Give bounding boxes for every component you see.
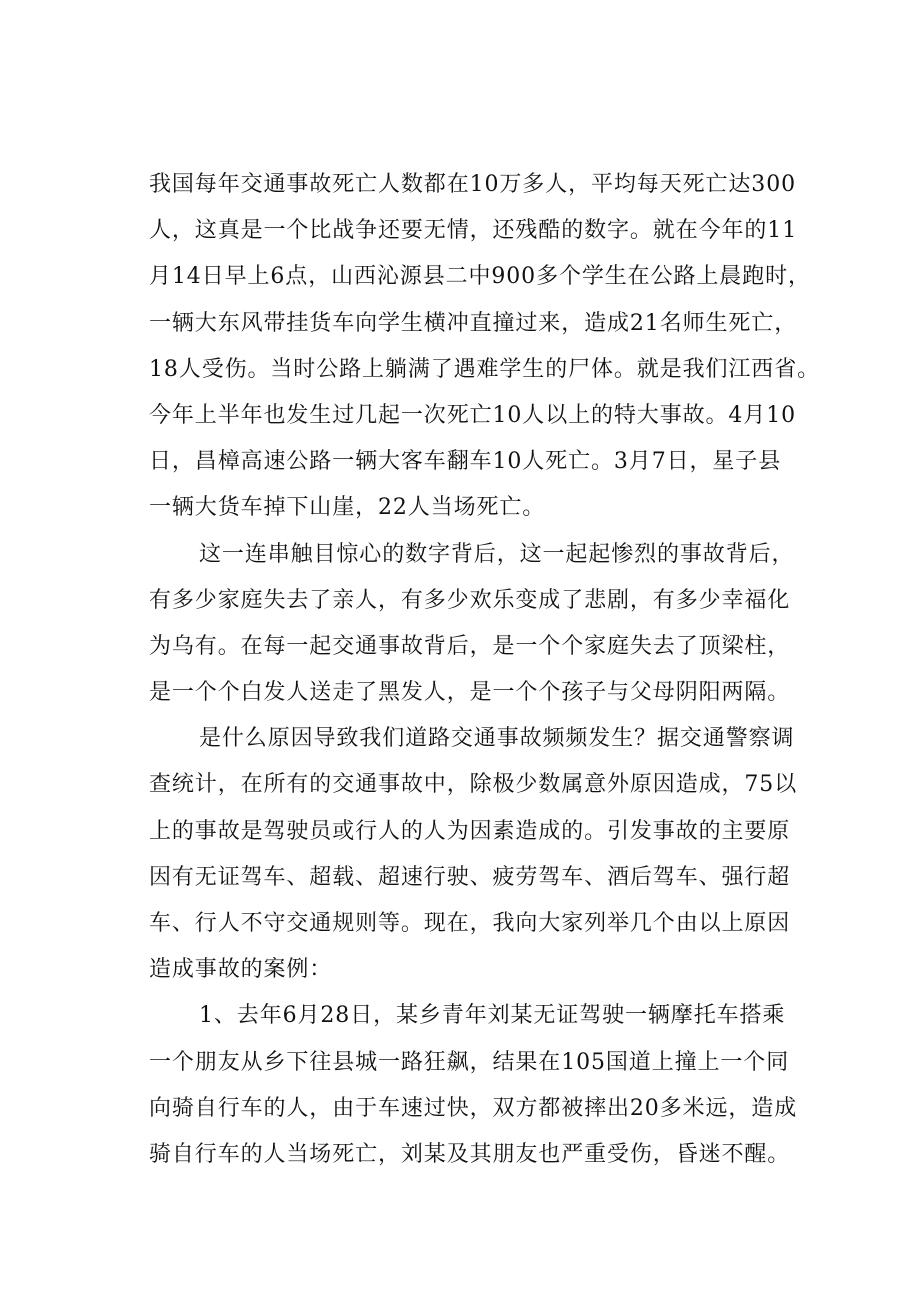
text-line: 有多少家庭失去了亲人，有多少欢乐变成了悲剧，有多少幸福化	[149, 587, 791, 613]
text-line: 一辆大货车掉下山崖，22人当场死亡。	[149, 495, 546, 521]
text-line: 日，昌樟高速公路一辆大客车翻车10人死亡。3月7日，星子县	[149, 449, 782, 475]
paragraph-start-line: 1、去年6月28日，某乡青年刘某无证驾驶一辆摩托车搭乘	[199, 1003, 786, 1029]
paragraph-start-line: 是什么原因导致我们道路交通事故频频发生？据交通警察调	[199, 726, 795, 752]
text-line: 车、行人不守交通规则等。现在，我向大家列举几个由以上原因	[149, 911, 791, 936]
text-line: 今年上半年也发生过几起一次死亡10人以上的特大事故。4月10	[149, 402, 796, 428]
paragraph-start-line: 这一连串触目惊心的数字背后，这一起起惨烈的事故背后，	[199, 541, 795, 567]
text-line: 一辆大东风带挂货车向学生横冲直撞过来，造成21名师生死亡，	[149, 310, 798, 336]
text-line: 骑自行车的人当场死亡，刘某及其朋友也严重受伤，昏迷不醒。	[149, 1141, 791, 1167]
text-line: 是一个个白发人送走了黑发人，是一个个孩子与父母阴阳两隔。	[149, 680, 791, 706]
text-line: 上的事故是驾驶员或行人的人为因素造成的。引发事故的主要原	[149, 818, 791, 844]
text-line: 一个朋友从乡下往县城一路狂飙，结果在105国道上撞上一个同	[149, 1049, 790, 1075]
text-line: 我国每年交通事故死亡人数都在10万多人，平均每天死亡达300	[149, 172, 796, 197]
text-line: 人，这真是一个比战争还要无情，还残酷的数字。就在今年的11	[149, 218, 798, 244]
text-line: 查统计，在所有的交通事故中，除极少数属意外原因造成，75以	[149, 772, 798, 798]
text-line: 向骑自行车的人，由于车速过快，双方都被摔出20多米远，造成	[149, 1095, 798, 1121]
text-line: 为乌有。在每一起交通事故背后，是一个个家庭失去了顶梁柱，	[149, 633, 791, 659]
text-line: 因有无证驾车、超载、超速行驶、疲劳驾车、酒后驾车、强行超	[149, 864, 791, 890]
text-line: 18人受伤。当时公路上躺满了遇难学生的尸体。就是我们江西省。	[149, 356, 820, 382]
text-line: 造成事故的案例：	[149, 957, 333, 983]
document-body	[149, 162, 820, 1178]
text-line: 月14日早上6点，山西沁源县二中900多个学生在公路上晨跑时，	[149, 264, 811, 290]
